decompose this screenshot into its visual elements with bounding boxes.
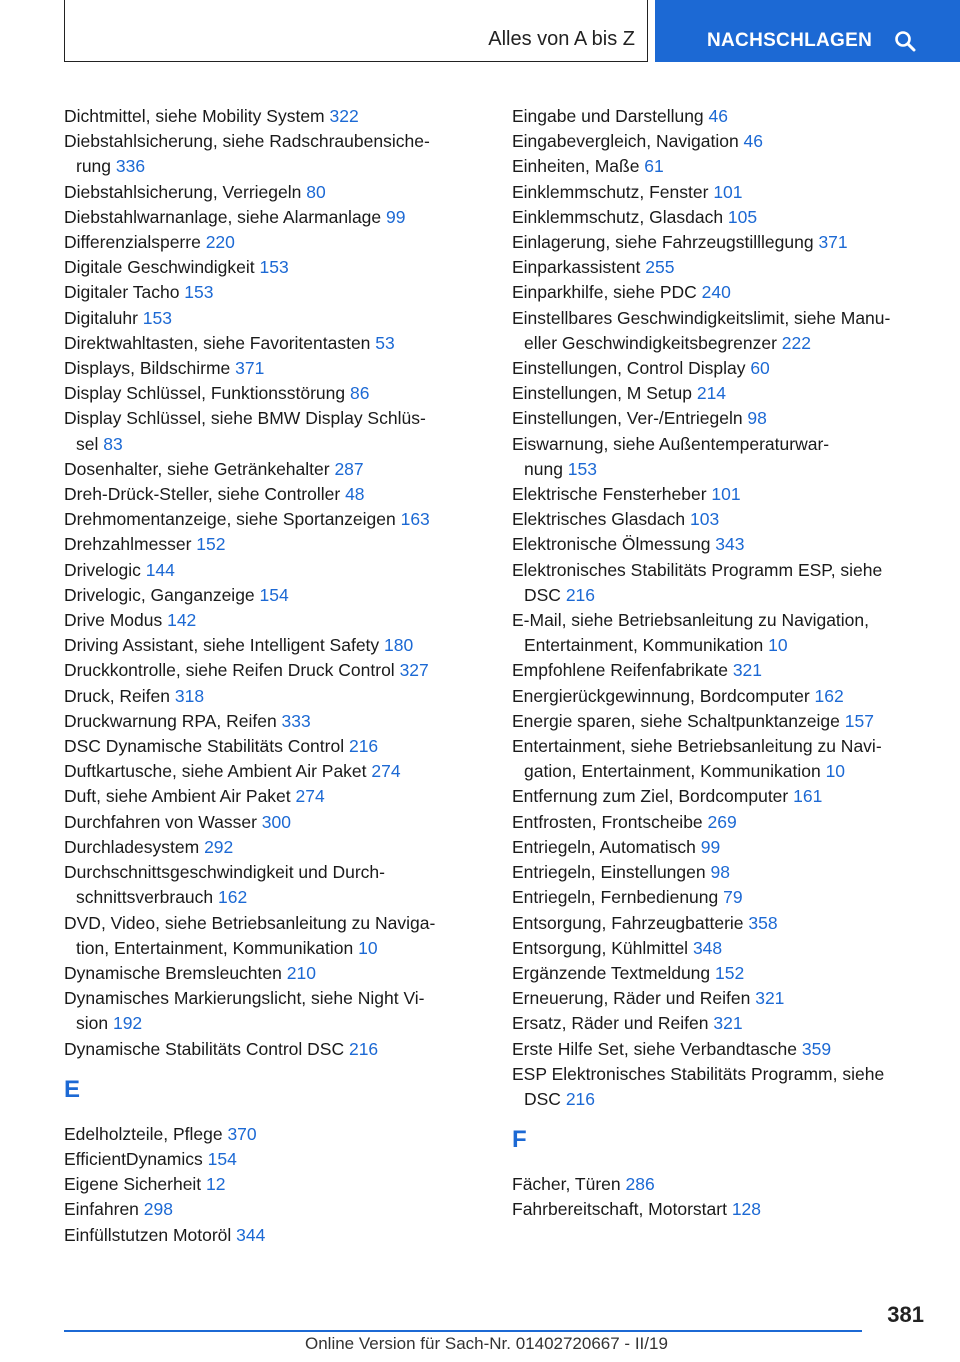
entry-text: Diebstahlsicherung, siehe Radschraubensiche- rung [64,131,430,177]
index-entry [512,810,932,835]
index-entry [64,205,484,230]
page-link[interactable]: 98 [710,862,730,883]
index-entry [64,658,484,683]
page-link[interactable]: 336 [115,156,146,177]
index-entry [512,784,932,809]
index-entry [512,255,932,280]
page-link[interactable]: 222 [781,332,811,353]
entry-text: Einstellbares Geschwindigkeitslimit, siehe Manu- eller Geschwindigkeitsbegrenzer [512,307,891,353]
entry-text: Elektrische Fensterheber [512,484,712,505]
index-entry [512,356,932,381]
page-link[interactable]: 10 [768,635,788,656]
index-entry [64,784,484,809]
page-link[interactable]: 343 [715,534,745,555]
index-entry [512,482,932,507]
index-entry [512,709,932,734]
index-entry [512,835,932,860]
entry-text: Elektrisches Glasdach [512,509,690,530]
index-entry [64,961,484,986]
page-link[interactable]: 220 [205,232,235,253]
entry-text: Empfohlene Reifenfabrikate [512,660,733,681]
index-entry [512,1062,932,1112]
index-entry [512,104,932,129]
page-link[interactable]: 286 [625,1174,655,1195]
index-entry [64,709,484,734]
index-entry [512,986,932,1011]
index-entry [512,1172,932,1197]
page-link[interactable]: 333 [281,710,311,731]
entry-list [64,1122,484,1248]
entry-text: Drehzahlmesser [64,534,197,555]
nav-label: NACHSCHLAGEN [707,30,873,51]
entry-text: Durchladesystem [64,836,205,857]
index-entry [64,684,484,709]
entry-text: Drive Modus [64,610,168,631]
page-link[interactable]: 216 [565,1088,596,1109]
index-entry [512,532,932,557]
entry-text: Einlagerung, siehe Fahrzeugstilllegung [512,232,819,253]
page-link[interactable]: 153 [567,458,597,479]
index-entry [512,911,932,936]
index-entry [64,835,484,860]
page-link[interactable]: 321 [732,660,763,681]
page-link[interactable]: 162 [218,887,248,908]
page-link[interactable]: 144 [145,559,175,580]
entry-text: Dreh-Drück-Steller, siehe Controller [64,484,346,505]
page-link[interactable]: 371 [818,232,848,253]
index-entry [512,381,932,406]
entry-text: Displays, Bildschirme [64,358,236,379]
index-entry [64,583,484,608]
index-entry [64,381,484,406]
entry-text: Display Schlüssel, siehe BMW Display Schlüs- sel [64,408,426,454]
entry-text: Fahrbereitschaft, Motorstart [512,1199,732,1220]
entry-text: Erste Hilfe Set, siehe Verbandtasche [512,1038,802,1059]
entry-text: Druckkontrolle, siehe Reifen Druck Control [64,660,400,681]
page-link[interactable]: 153 [142,307,172,328]
page-link[interactable]: 214 [696,383,727,404]
index-entry [512,734,932,784]
page-link[interactable]: 300 [261,811,291,832]
index-entry [512,608,932,658]
entry-text: Druck, Reifen [64,685,175,706]
index-entry [64,986,484,1036]
entry-text: Direktwahltasten, siehe Favoritentasten [64,332,376,353]
page-link[interactable]: 86 [349,383,370,404]
page-link[interactable]: 99 [700,836,721,857]
page-link[interactable]: 60 [750,358,770,379]
page-link[interactable]: 10 [358,937,378,958]
entry-text: E-Mail, siehe Betriebsanleitung zu Navigation, Entertainment, Kommunikation [512,610,869,656]
page-link[interactable]: 53 [375,332,395,353]
page-link[interactable]: 371 [235,358,265,379]
index-entry [64,255,484,280]
index-entry [64,280,484,305]
index-entry [64,810,484,835]
index-entry [64,860,484,910]
entry-text: Digitaluhr [64,307,143,328]
index-entry [512,1197,932,1222]
entry-text: Drivelogic [64,559,146,580]
entry-text: Digitale Geschwindigkeit [64,257,260,278]
page-link[interactable]: 321 [755,988,785,1009]
page-link[interactable]: 322 [329,106,359,126]
search-icon[interactable] [894,30,916,52]
index-entry [64,457,484,482]
index-entry [64,532,484,557]
page-link[interactable]: 153 [259,257,289,278]
page-link[interactable]: 358 [748,912,778,933]
entry-text: Einklemmschutz, Fenster [512,181,714,202]
page-link[interactable]: 10 [825,761,846,782]
index-entry [512,432,932,482]
page-link[interactable]: 359 [801,1038,832,1059]
footer-online-version: Online Version für Sach-Nr. 01402720667 - II/19 [305,1334,668,1353]
entry-text: DSC Dynamische Stabilitäts Control [64,736,349,757]
index-entry [64,1197,484,1222]
entry-text: Display Schlüssel, Funktionsstörung [64,383,350,404]
index-entry [64,633,484,658]
page-link[interactable]: 210 [286,962,316,983]
entry-text: Entertainment, siehe Betriebsanleitung zu Navi- gation, Entertainment, Kommunikation [512,736,882,782]
page-link[interactable]: 287 [334,458,364,479]
entry-text: Fächer, Türen [512,1174,626,1195]
entry-text: Entfernung zum Ziel, Bordcomputer [512,786,794,807]
entry-text: EfficientDynamics [64,1148,208,1169]
page-number: 381 [887,1302,924,1327]
nav-nachschlagen-button[interactable] [655,0,960,62]
index-entry [512,961,932,986]
page-link[interactable]: 101 [713,181,743,202]
page-link[interactable]: 142 [167,610,197,631]
index-entry [512,1011,932,1036]
entry-text: ESP Elektronisches Stabilitäts Programm, siehe DSC [512,1063,885,1109]
page-link[interactable]: 46 [708,106,728,126]
entry-text: Einparkhilfe, siehe PDC [512,282,702,303]
page-link[interactable]: 12 [206,1174,226,1195]
page-link[interactable]: 163 [400,509,430,530]
page-link[interactable]: 153 [184,282,214,303]
index-entry [64,306,484,331]
entry-text: Diebstahlsicherung, Verriegeln [64,181,307,202]
index-entry [64,608,484,633]
entry-text: Duftkartusche, siehe Ambient Air Paket [64,761,372,782]
header-title-box [64,0,648,62]
page-link[interactable]: 255 [645,257,675,278]
index-entry [64,230,484,255]
entry-list [64,104,484,1062]
entry-text: Drivelogic, Ganganzeige [64,584,260,605]
index-entry [512,885,932,910]
entry-text: Differenzialsperre [64,232,206,253]
page-link[interactable]: 327 [399,660,429,681]
page-link[interactable]: 154 [259,584,289,605]
page-link[interactable]: 83 [103,433,123,454]
entry-text: Dynamisches Markierungslicht, siehe Night Vi- sion [64,988,425,1034]
page-link[interactable]: 152 [196,534,226,555]
index-entry [512,280,932,305]
index-entry [512,129,932,154]
page-link[interactable]: 192 [112,1013,143,1034]
index-entry [64,759,484,784]
index-entry [64,331,484,356]
entry-text: Entsorgung, Fahrzeugbatterie [512,912,749,933]
index-entry [512,558,932,608]
entry-text: Druckwarnung RPA, Reifen [64,710,282,731]
entry-text: Energierückgewinnung, Bordcomputer [512,685,815,706]
page-link[interactable]: 292 [204,836,234,857]
entry-text: Eiswarnung, siehe Außentemperaturwar- nung [512,433,830,479]
entry-text: Elektronische Ölmessung [512,534,716,555]
page-link[interactable]: 298 [143,1199,173,1220]
page-link[interactable]: 98 [747,408,767,429]
page-link[interactable]: 154 [207,1148,237,1169]
entry-text: Dynamische Bremsleuchten [64,962,287,983]
page-link[interactable]: 344 [236,1224,266,1245]
page-link[interactable]: 162 [814,685,844,706]
page-link[interactable]: 269 [707,811,737,832]
entry-text: Einklemmschutz, Glasdach [512,206,728,227]
page-link[interactable]: 216 [348,1038,379,1059]
entry-text: Entfrosten, Frontscheibe [512,811,708,832]
index-entry [64,356,484,381]
page-link[interactable]: 216 [348,736,379,757]
index-entry [512,154,932,179]
entry-list [512,1172,932,1222]
entry-text: Dichtmittel, siehe Mobility System [64,106,330,126]
entry-text: Digitaler Tacho [64,282,185,303]
entry-text: Eigene Sicherheit [64,1174,207,1195]
page-link[interactable]: 348 [692,937,723,958]
page-link[interactable]: 128 [731,1199,762,1220]
entry-text: Ersatz, Räder und Reifen [512,1013,714,1034]
entry-list [512,104,932,1112]
index-entry [64,406,484,456]
index-entry [64,129,484,179]
index-entry [64,482,484,507]
index-entry [64,1147,484,1172]
page-link[interactable]: 274 [295,786,325,807]
section-letter-f: F [512,1126,527,1154]
entry-text: DVD, Video, siehe Betriebsanleitung zu Naviga- tion, Entertainment, Kommunikation [64,912,436,958]
entry-text: Einheiten, Maße [512,156,645,177]
page-link[interactable]: 157 [844,710,874,731]
entry-text: Einparkassistent [512,257,646,278]
index-entry [512,180,932,205]
index-column-left [64,104,484,1248]
page-link[interactable]: 370 [227,1123,257,1144]
index-entry [512,684,932,709]
index-entry [64,1122,484,1147]
page-link[interactable]: 103 [690,509,720,530]
entry-text: Entriegeln, Einstellungen [512,862,711,883]
entry-text: Energie sparen, siehe Schaltpunktanzeige [512,710,845,731]
index-entry [64,911,484,961]
entry-text: Dynamische Stabilitäts Control DSC [64,1038,349,1059]
entry-text: Drehmomentanzeige, siehe Sportanzeigen [64,509,401,530]
index-entry [64,180,484,205]
index-entry [512,860,932,885]
entry-text: Einstellungen, Control Display [512,358,751,379]
entry-text: Durchfahren von Wasser [64,811,262,832]
index-entry [64,1037,484,1062]
entry-text: Entriegeln, Fernbedienung [512,887,724,908]
entry-text: Erneuerung, Räder und Reifen [512,988,756,1009]
page-link[interactable]: 101 [711,484,741,505]
index-entry [512,1037,932,1062]
page-link[interactable]: 79 [723,887,743,908]
index-entry [64,507,484,532]
entry-text: Dosenhalter, siehe Getränkehalter [64,458,335,479]
index-entry [64,734,484,759]
footer-divider [64,1330,862,1332]
entry-text: Eingabevergleich, Navigation [512,131,744,152]
section-letter-e: E [64,1075,81,1103]
entry-text: Driving Assistant, siehe Intelligent Safety [64,635,385,656]
page-link[interactable]: 216 [565,584,596,605]
page-link[interactable]: 321 [713,1013,743,1034]
entry-text: Eingabe und Darstellung [512,106,709,126]
entry-text: Einfüllstutzen Motoröl [64,1224,237,1245]
entry-text: Duft, siehe Ambient Air Paket [64,786,296,807]
page-link[interactable]: 152 [715,962,745,983]
page-link[interactable]: 180 [384,635,414,656]
page-link[interactable]: 61 [644,156,664,177]
index-entry [64,104,484,129]
entry-text: Entriegeln, Automatisch [512,836,701,857]
entry-text: Edelholzteile, Pflege [64,1123,228,1144]
page-link[interactable]: 46 [743,131,764,152]
page-link[interactable]: 240 [701,282,731,303]
index-column-right [512,104,932,1223]
index-entry [64,1223,484,1248]
index-entry [512,230,932,255]
index-entry [512,936,932,961]
index-entry [512,658,932,683]
entry-text: Einstellungen, Ver-/Entriegeln [512,408,748,429]
index-entry [512,406,932,431]
page-link[interactable]: 274 [371,761,401,782]
entry-text: Einfahren [64,1199,144,1220]
entry-text: Ergänzende Textmeldung [512,962,716,983]
entry-text: Diebstahlwarnanlage, siehe Alarmanlage [64,206,387,227]
entry-text: Entsorgung, Kühlmittel [512,937,693,958]
index-entry [64,558,484,583]
page-link[interactable]: 105 [727,206,758,227]
entry-text: Elektronisches Stabilitäts Programm ESP, siehe DSC [512,559,883,605]
index-entry [512,306,932,356]
index-entry [512,205,932,230]
page-link[interactable]: 48 [345,484,365,505]
index-entry [64,1172,484,1197]
index-entry [512,507,932,532]
entry-text: Einstellungen, M Setup [512,383,697,404]
entry-text: Durchschnittsgeschwindigkeit und Durch- schnittsverbrauch [64,862,385,908]
page-link[interactable]: 318 [174,685,205,706]
page-title: Alles von A bis Z [488,28,635,50]
page-link[interactable]: 80 [306,181,326,202]
page-link[interactable]: 99 [386,206,406,227]
page-link[interactable]: 161 [793,786,823,807]
